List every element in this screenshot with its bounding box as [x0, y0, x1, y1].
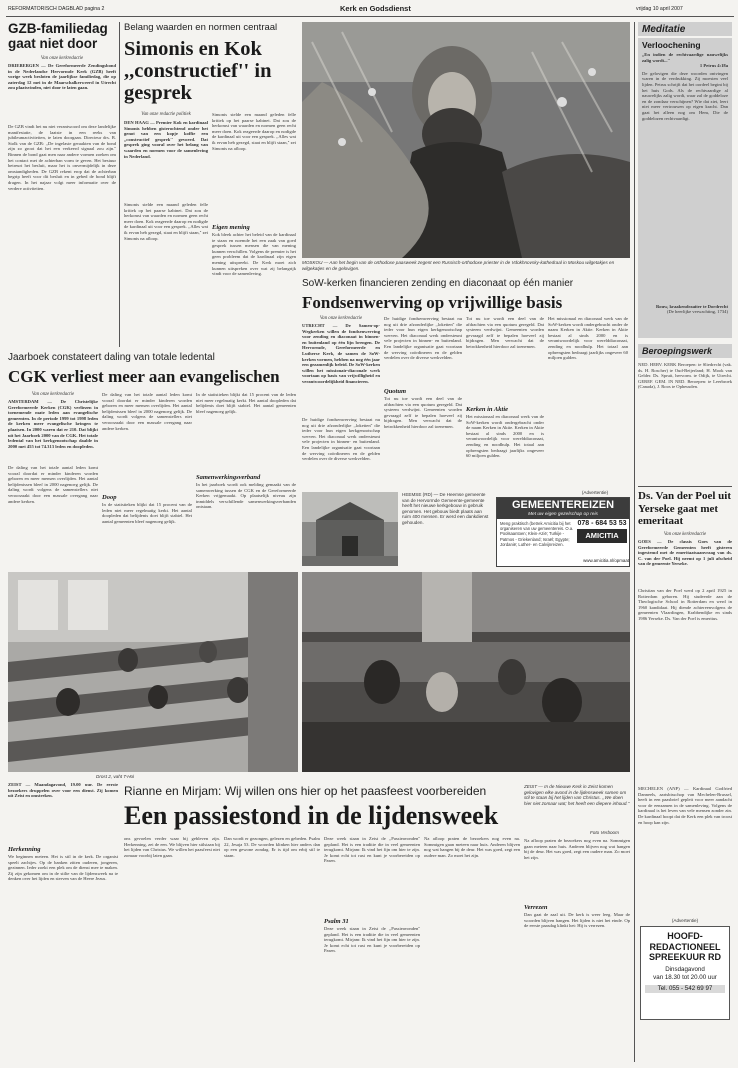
sow-kicker: SoW-kerken financieren zending en diaconaat op één manier — [302, 278, 574, 289]
page-header-left: REFORMATORISCH DAGBLAD pagina 2 — [8, 6, 105, 12]
sow-title: Fondsenwerving op vrijwillige basis — [302, 293, 563, 312]
priest-photo — [302, 22, 630, 258]
meditatie-author: Rouw, kraakendraaiter te Dordrecht — [655, 303, 728, 309]
page-header-date: vrijdag 10 april 2007 — [636, 6, 683, 12]
vanderpoel-body: Christian van der Poel werd op 2 april 1925 in Rotterdam geboren. Hij studeerde aan de Theologische School in Rotterdam en werd in 1960 kandidaat. Hij diende achtereenvolgens de gemeenten Vlaardingen, Krabbendijke en sinds 1986 Yerseke. Ds. Van der Poel is emeritus. — [638, 588, 732, 621]
church-photo-caption: HEEMSE (RD) — De Heemse gemeente van de Hervormde Gemeente-gemeente heeft het nieuwe kerkgebouw in gebruik genomen. Het gebouw biedt plaats aan ruim 400 mensen. Er werd een dankdienst gehouden. — [402, 492, 489, 525]
rianne-body-4: Na afloop praten de bezoekers nog even na. Sommigen gaan meteen naar huis. Anderen blijven nog wat hangen bij de deur. Het was goed, zegt een oudere man. Zo moet het zijn. — [424, 836, 520, 858]
gzb-body: De GZB vindt het nu niet verantwoord om deze landelijke manifestatie, de laatste in een reeks van jubileumactiviteiten, te laten doorgaan. Directeur drs. B. Stolk van de GZB: ,,De ingelaste geraakten van de bond zijn zo groot dat het een verkeerd signaal zou zijn.'' Binnen de bond gaat men naar andere vormen zoeken om het contact met de achterban vorm te geven. Het bestuur betreurt het besluit, maar het is onvermijdelijk in deze omstandigheden. De GZB rekent erop dat de achterban begrip heeft voor dit besluit en in gebed de bond blijft dragen. In het najaar volgt meer informatie over de verdere activiteiten. — [8, 124, 116, 191]
cgk-kicker: Jaarboek constateert daling van totale ledental — [8, 352, 215, 363]
gzb-title: GZB-familiedag gaat niet door — [8, 21, 108, 51]
sow-body-3b: Het missionaal en diaconaal werk van de SoW-kerken wordt ondergebracht onder de naam Kerken in Aktie. Kerken in Aktie bestaat al sinds 2000 en is verantwoordelijk voor werelddiaconaat, zending en noodhulp. Het totaal aan opbrengsten bedraagt jaarlijks ongeveer 60 miljoen gulden. — [548, 316, 628, 361]
ad-url[interactable]: www.amicitia.nl/opmaat — [583, 558, 629, 563]
page-header-section: Kerk en Godsdienst — [340, 4, 411, 13]
church-photo — [302, 492, 398, 566]
spreekuur-ad[interactable] — [640, 926, 730, 1020]
meditatie-title: Verloochening — [642, 40, 701, 50]
rianne-body-3b: Deze week staan in Zeist de ,,Passieavonden'' gepland. Het is een traditie die in veel gemeenten terugkomt. Mirjam: Ik vind het fijn om hier te zijn. Je komt echt tot rust en kunt je voorbereiden op Pasen. — [324, 926, 420, 954]
ad-title: GEMEENTEREIZEN — [497, 498, 629, 512]
ad2-line1: HOOFD- — [667, 931, 703, 941]
vanderpoel-lead: GOES — De classis Goes van de Gereformeerde Gemeenten heeft gisteren ingestemd met de emeritaatsaanvraag van ds. C. van der Poel. Hij neemt op 1 juli afscheid van de gemeente Yerseke. — [638, 539, 732, 567]
cgk-subhead-samenwerking: Samenwerkingsverband — [196, 474, 261, 481]
cgk-body-1: De daling van het totale aantal leden komt vooral doordat er minder kinderen worden geboren en meer mensen overlijden. Het aantal belijdenissen bleef in 2000 nagenoeg gelijk. De daling wordt volgens de samenstellers niet veroorzaakt door een massale overgang naar andere kerken. — [8, 465, 98, 504]
meditatie-box — [638, 38, 732, 338]
cgk-lead: AMSTERDAM — De Christelijke Gereformeerde Kerken (CGK) verliezen in toenemende mate leden aan evangelische gemeenten. In de periode 1999 tot 1998 leden de kerken meer evangelische kringen te plaatsen. In 2000 waren dat er 210. Dat blijkt uit het Jaarboek 2000 van de CGK. Het totale ledental van het kerkgenootschap daalde in 2000 met 455 tot 74.313 leden en doopleden. — [8, 399, 98, 449]
sidebar-rule — [634, 22, 635, 1062]
beroeping-bar — [638, 344, 732, 358]
meditatie-body: De gelovigen die deze woorden ontvingen waren in de verdrukking. Zij moesten veel lijden. Petrus schrijft dat het oordeel begint bij het huis Gods. Als de rechtvaardige al nauwelijks zalig wordt, waar zal de goddeloze en de zondaar verschijnen? Wie dat ziet, leert niet meer vertrouwen op eigen kracht. Dan gaat het alleen nog om Hem, Die de goddelozen rechtvaardigt. — [642, 70, 728, 121]
simonis-lead: DEN HAAG — Premier Kok en kardinaal Simonis hebben gisterochtend onder het genot van een kopje koffie een ,,constructief gesprek'' gevoerd. Dat gesprek ging vooral over het belang van waarden en normen voor de samenleving in Nederland. — [124, 120, 208, 159]
sow-body-2: Tot nu toe wordt een deel van de afdrachten via een quotum geregeld. Dat systeem verdwijnt. Gemeenten worden gevraagd zelf te bepalen hoeveel zij bijdragen. Men verwacht dat de betrokkenheid hierdoor zal toenemen. — [384, 396, 462, 429]
cgk-body-3: In het jaarboek wordt ook melding gemaakt van de samenwerking tussen de CGK en de Gereformeerde Kerken vrijgemaakt. Op plaatselijk niveau zijn inmiddels verschillende samenwerkingsverbanden ontstaan. — [196, 482, 296, 510]
ad-brand: AMICITIA — [577, 529, 627, 543]
ad2-time: van 18.30 tot 20.00 uur — [653, 973, 717, 981]
gzb-lead: DRIEBERGEN — De Gereformeerde Zendingsbond in de Nederlandse Hervormde Kerk (GZB) heeft vorige week besloten de jaarlijkse familiedag, die op zaterdag 12 mei in de Maarschalkerweerd in Utrecht zou plaatsvinden, niet door te laten gaan. — [8, 63, 116, 91]
rianne-body-1: ons gevoelen verder waar bij gebleven zijn. Herkenning, zei de een. We blijven hier stilstaan bij het lijden van Christus. We willen het paasfeest niet zomaar voorbij laten gaan. — [124, 836, 220, 858]
sow-body-1: De huidige fondsenwerving bestaat nu nog uit drie afzonderlijke ,,loketten'' die ieder voor hun eigen kerkgenootschap werven. Het diaconaal werk ondersteunt vele projecten in binnen- en buitenland. Een landelijke organisatie gaat voortaan de werving coördineren en de gelden verdelen over de diverse werkvelden. — [302, 417, 380, 462]
church-interior-photo — [302, 572, 630, 772]
photo-credit: Foto Verboom — [590, 830, 619, 835]
ad-phone: 078 - 684 53 53 — [577, 520, 627, 527]
mechelen-body: MECHELEN (ANP) — Kardinaal Godfried Danneels, aartsbisschop van Mechelen-Brussel, heeft in een paasbrief gepleit voor meer aandacht voor de eenzamen in de samenleving. Volgens de kardinaal is het leven van vele mensen zonder zin. De kardinaal hoopt dat de Kerk een plek van troost en hoop kan zijn. — [638, 786, 732, 825]
ad2-line3: SPREEKUUR RD — [648, 952, 721, 962]
priest-photo-image — [302, 22, 630, 258]
gemeentereizen-ad[interactable] — [496, 497, 630, 567]
cgk-byline: Van onze kerkredactie — [31, 392, 75, 397]
church-photo-image — [302, 492, 398, 566]
rianne-subhead-verrezen: Verrezen — [524, 904, 548, 911]
bottom-photo-caption: ZEIST — In de Nieuwe Kerk in Zeist komen gelovigen elke avond in de lijdensweek samen om stil te staan bij het lijden van Christus. ,,We doen hier niet zomaar wat; het heeft een diepere inhoud.'' — [524, 784, 630, 806]
sidebar-divider — [638, 486, 732, 487]
congregation-photo-image — [8, 572, 298, 772]
simonis-body-1: Simonis stelde een maand geleden felle kritiek op het paarse kabinet. Dat zou de herkomst van waarden en normen geen recht meer doen. Kok reageerde daarop en nodigde de kardinaal uit voor een gesprek. ,,Alles wat ik ervan heb gezegd, staat en blijft staan,'' zei Simonis na afloop. — [124, 202, 208, 241]
drost-lead: ZEIST — Maandagavond, 19.00 uur. De eerste bezoekers druppelen over voor een dienst. Zij komen uit Zeist en omstreken. — [8, 782, 118, 799]
rianne-title: Een passiestond in de lijdensweek — [124, 801, 499, 830]
ad-label: (Advertentie) — [581, 490, 609, 495]
ad2-tel: Tel. 055 - 542 69 97 — [645, 985, 725, 993]
rianne-body-3: Deze week staan in Zeist de ,,Passieavonden'' gepland. Het is een traditie die in veel gemeenten terugkomt. Mirjam: Ik vind het fijn om hier te zijn. Je komt echt tot rust en kunt je voorbereiden op Pasen. — [324, 836, 420, 864]
meditatie-section: Meditatie — [642, 24, 686, 35]
simonis-subhead: Eigen mening — [212, 224, 250, 231]
ad2-label: (Advertentie) — [671, 918, 699, 923]
drost-body: We beginnen meteen. Het is stil in de kerk. De organist speelt zachtjes. Op de banken zitten ouderen, jongeren, gezinnen. Ieder zoekt een plek om de dienst mee te maken. Zij zijn gekomen om in de stilte van de lijdensweek na te denken over het lijden en sterven van de Heere Jezus. — [8, 854, 118, 882]
cgk-body-2b: In de statistieken blijkt dat 15 procent van de leden niet meer regelmatig kerkt. Het aantal doopleden dat belijdenis doet blijft stabiel. Het aantal gemeenten bleef nagenoeg gelijk. — [196, 392, 296, 414]
sow-subhead-quotum: Quotum — [384, 388, 407, 395]
ad2-line2: REDACTIONEEL — [649, 941, 721, 952]
congregation-photo — [8, 572, 298, 772]
sow-body-1b: De huidige fondsenwerving bestaat nu nog uit drie afzonderlijke ,,loketten'' die ieder voor hun eigen kerkgenootschap werven. Het diaconaal werk ondersteunt vele projecten in binnen- en buitenland. Een landelijke organisatie gaat voortaan de werving coördineren en de gelden verdelen over de diverse werkvelden. — [384, 316, 462, 361]
rianne-subhead-psalm: Psalm 31 — [324, 918, 349, 925]
rianne-body-5: Na afloop praten de bezoekers nog even na. Sommigen gaan meteen naar huis. Anderen blijven nog wat hangen bij de deur. Het was goed, zegt een oudere man. Zo moet het zijn. — [524, 838, 630, 860]
church-interior-photo-image — [302, 572, 630, 772]
sow-byline: Van onze kerkredactie — [319, 316, 363, 321]
rianne-body-6: Dan gaat de zaal uit. De kerk is weer leeg. Maar de woorden blijven hangen. Het lijden is niet het einde. Op de eerste paasdag klinkt het: Hij is verrezen. — [524, 912, 630, 929]
rianne-kicker: Rianne en Mirjam: Wij willen ons hier op het paasfeest voorbereiden — [124, 784, 487, 798]
beroeping-section: Beroepingswerk — [642, 346, 713, 356]
meditatie-quote: ,,En indien de rechtvaardige nauwelijks zalig wordt...'' — [642, 52, 728, 63]
vanderpoel-title: Ds. Van der Poel uit Yerseke gaat met emeritaat — [638, 490, 732, 527]
cgk-body-2: In de statistieken blijkt dat 15 procent van de leden niet meer regelmatig kerkt. Het aantal doopleden dat belijdenis doet blijft stabiel. Het aantal gemeenten bleef nagenoeg gelijk. — [102, 502, 192, 524]
ad2-day: Dinsdagavond — [665, 965, 705, 973]
sow-subhead-kerken: Kerken in Aktie — [466, 406, 509, 413]
meditatie-bar — [638, 22, 732, 36]
simonis-title: Simonis en Kok ,,constructief'' in gesprek — [124, 38, 272, 104]
beroeping-body: NED. HERV. KERK Beroepen: te Sliedrecht (vak. ds. H. Roscher) te Oud-Beijerland; H. Mook van Gelder. Ds. Spruit, hervorm. te Odijk, te Utrecht. GEREF. GEM. IN NED. Beroepen: te Leerbroek (Canada), J. Roos te Opheusden. — [638, 362, 732, 390]
ad-subtitle: Met uw eigen gezelschap op reis — [497, 512, 629, 519]
meditatie-ref: 1 Petrus 4:18a — [699, 63, 728, 69]
simonis-body-2: Kok bleek achter het beleid van de kardinaal te staan en noemde het een zaak van goed gesprek tussen mensen die van mening kunnen verschillen. Volgens de premier is het geen probleem dat de kardinaal zijn eigen mening uitspreekt. De Kerk moet zich kunnen uitspreken over wat zij belangrijk vindt voor de samenleving. — [212, 232, 296, 277]
simonis-kicker: Belang waarden en normen centraal — [124, 22, 278, 33]
rianne-body-2: Dan wordt er gezongen, gelezen en gebeden. Psalm 22, Jesaja 53. De woorden klinken hier anders dan op een gewone zondag. Er is tijd om erbij stil te staan. — [224, 836, 320, 858]
cgk-body-1b: De daling van het totale aantal leden komt vooral doordat er minder kinderen worden geboren en meer mensen overlijden. Het aantal belijdenissen bleef in 2000 nagenoeg gelijk. De daling wordt volgens de samenstellers niet veroorzaakt door een massale overgang naar andere kerken. — [102, 392, 192, 431]
cgk-title: CGK verliest meer aan evangelischen — [8, 367, 280, 386]
cgk-subhead-doop: Doop — [102, 494, 117, 501]
sow-body-3: Het missionaal en diaconaal werk van de SoW-kerken wordt ondergebracht onder de naam Kerken in Aktie. Kerken in Aktie bestaat al sinds 2000 en is verantwoordelijk voor werelddiaconaat, zending en noodhulp. Het totaal aan opbrengsten bedraagt jaarlijks ongeveer 60 miljoen gulden. — [466, 414, 544, 459]
ad-body: Meng praktisch (betrek Amicitia bij het organiseren van uw gemeentereis. O.a. Poolsaantoen; Klein-Azië; Turkije - Patmos - Griekenland; Israël; Egypte; Jordanië; Luther- en Calvijnreizen. — [500, 521, 574, 547]
vanderpoel-byline: Van onze kerkredactie — [663, 532, 707, 537]
meditatie-source: (De heerlijke verwachting, 1734) — [667, 309, 728, 315]
drost-subhead: Herkenning — [8, 846, 41, 853]
priest-photo-caption: MOSKOU — Aan het begin van de orthodoxe paasweek zegent een Russisch-orthodoxe priester in de Vdokhnovsky-kathedraal in Moskou wilgetakjes en wilgekatjes en de gelovigen. — [302, 260, 615, 271]
simonis-byline: Van onze redactie politiek — [141, 112, 191, 117]
gzb-byline: Van onze kerkredactie — [40, 56, 84, 61]
simonis-body-1b: Simonis stelde een maand geleden felle kritiek op het paarse kabinet. Dat zou de herkomst van waarden en normen geen recht meer doen. Kok reageerde daarop en nodigde de kardinaal uit voor een gesprek. ,,Alles wat ik ervan heb gezegd, staat en blijft staan,'' zei Simonis na afloop. — [212, 112, 296, 151]
header-rule — [6, 16, 734, 17]
congregation-photo-caption: Drost 2, vaht T-Hol — [96, 774, 135, 779]
sow-body-2b: Tot nu toe wordt een deel van de afdrachten via een quotum geregeld. Dat systeem verdwijnt. Gemeenten worden gevraagd zelf te bepalen hoeveel zij bijdragen. Men verwacht dat de betrokkenheid hierdoor zal toenemen. — [466, 316, 544, 349]
sow-lead: UTRECHT — De Samen-op-Wegkerken willen de fondsenwerving voor zending en diaconaat in binnen- en buitenland op één lijn brengen. De Hervormde, Gereformeerde en Lutherse Kerk, de samen de SoW-kerken vormen, hebben na nog één jaar een gezamenlijk beleid. De SoW-kerken willen het missionair-diaconale werk voortaan op basis van vrijwilligheid en verantwoordelijkheid financieren. — [302, 323, 380, 384]
column-rule — [119, 22, 120, 347]
